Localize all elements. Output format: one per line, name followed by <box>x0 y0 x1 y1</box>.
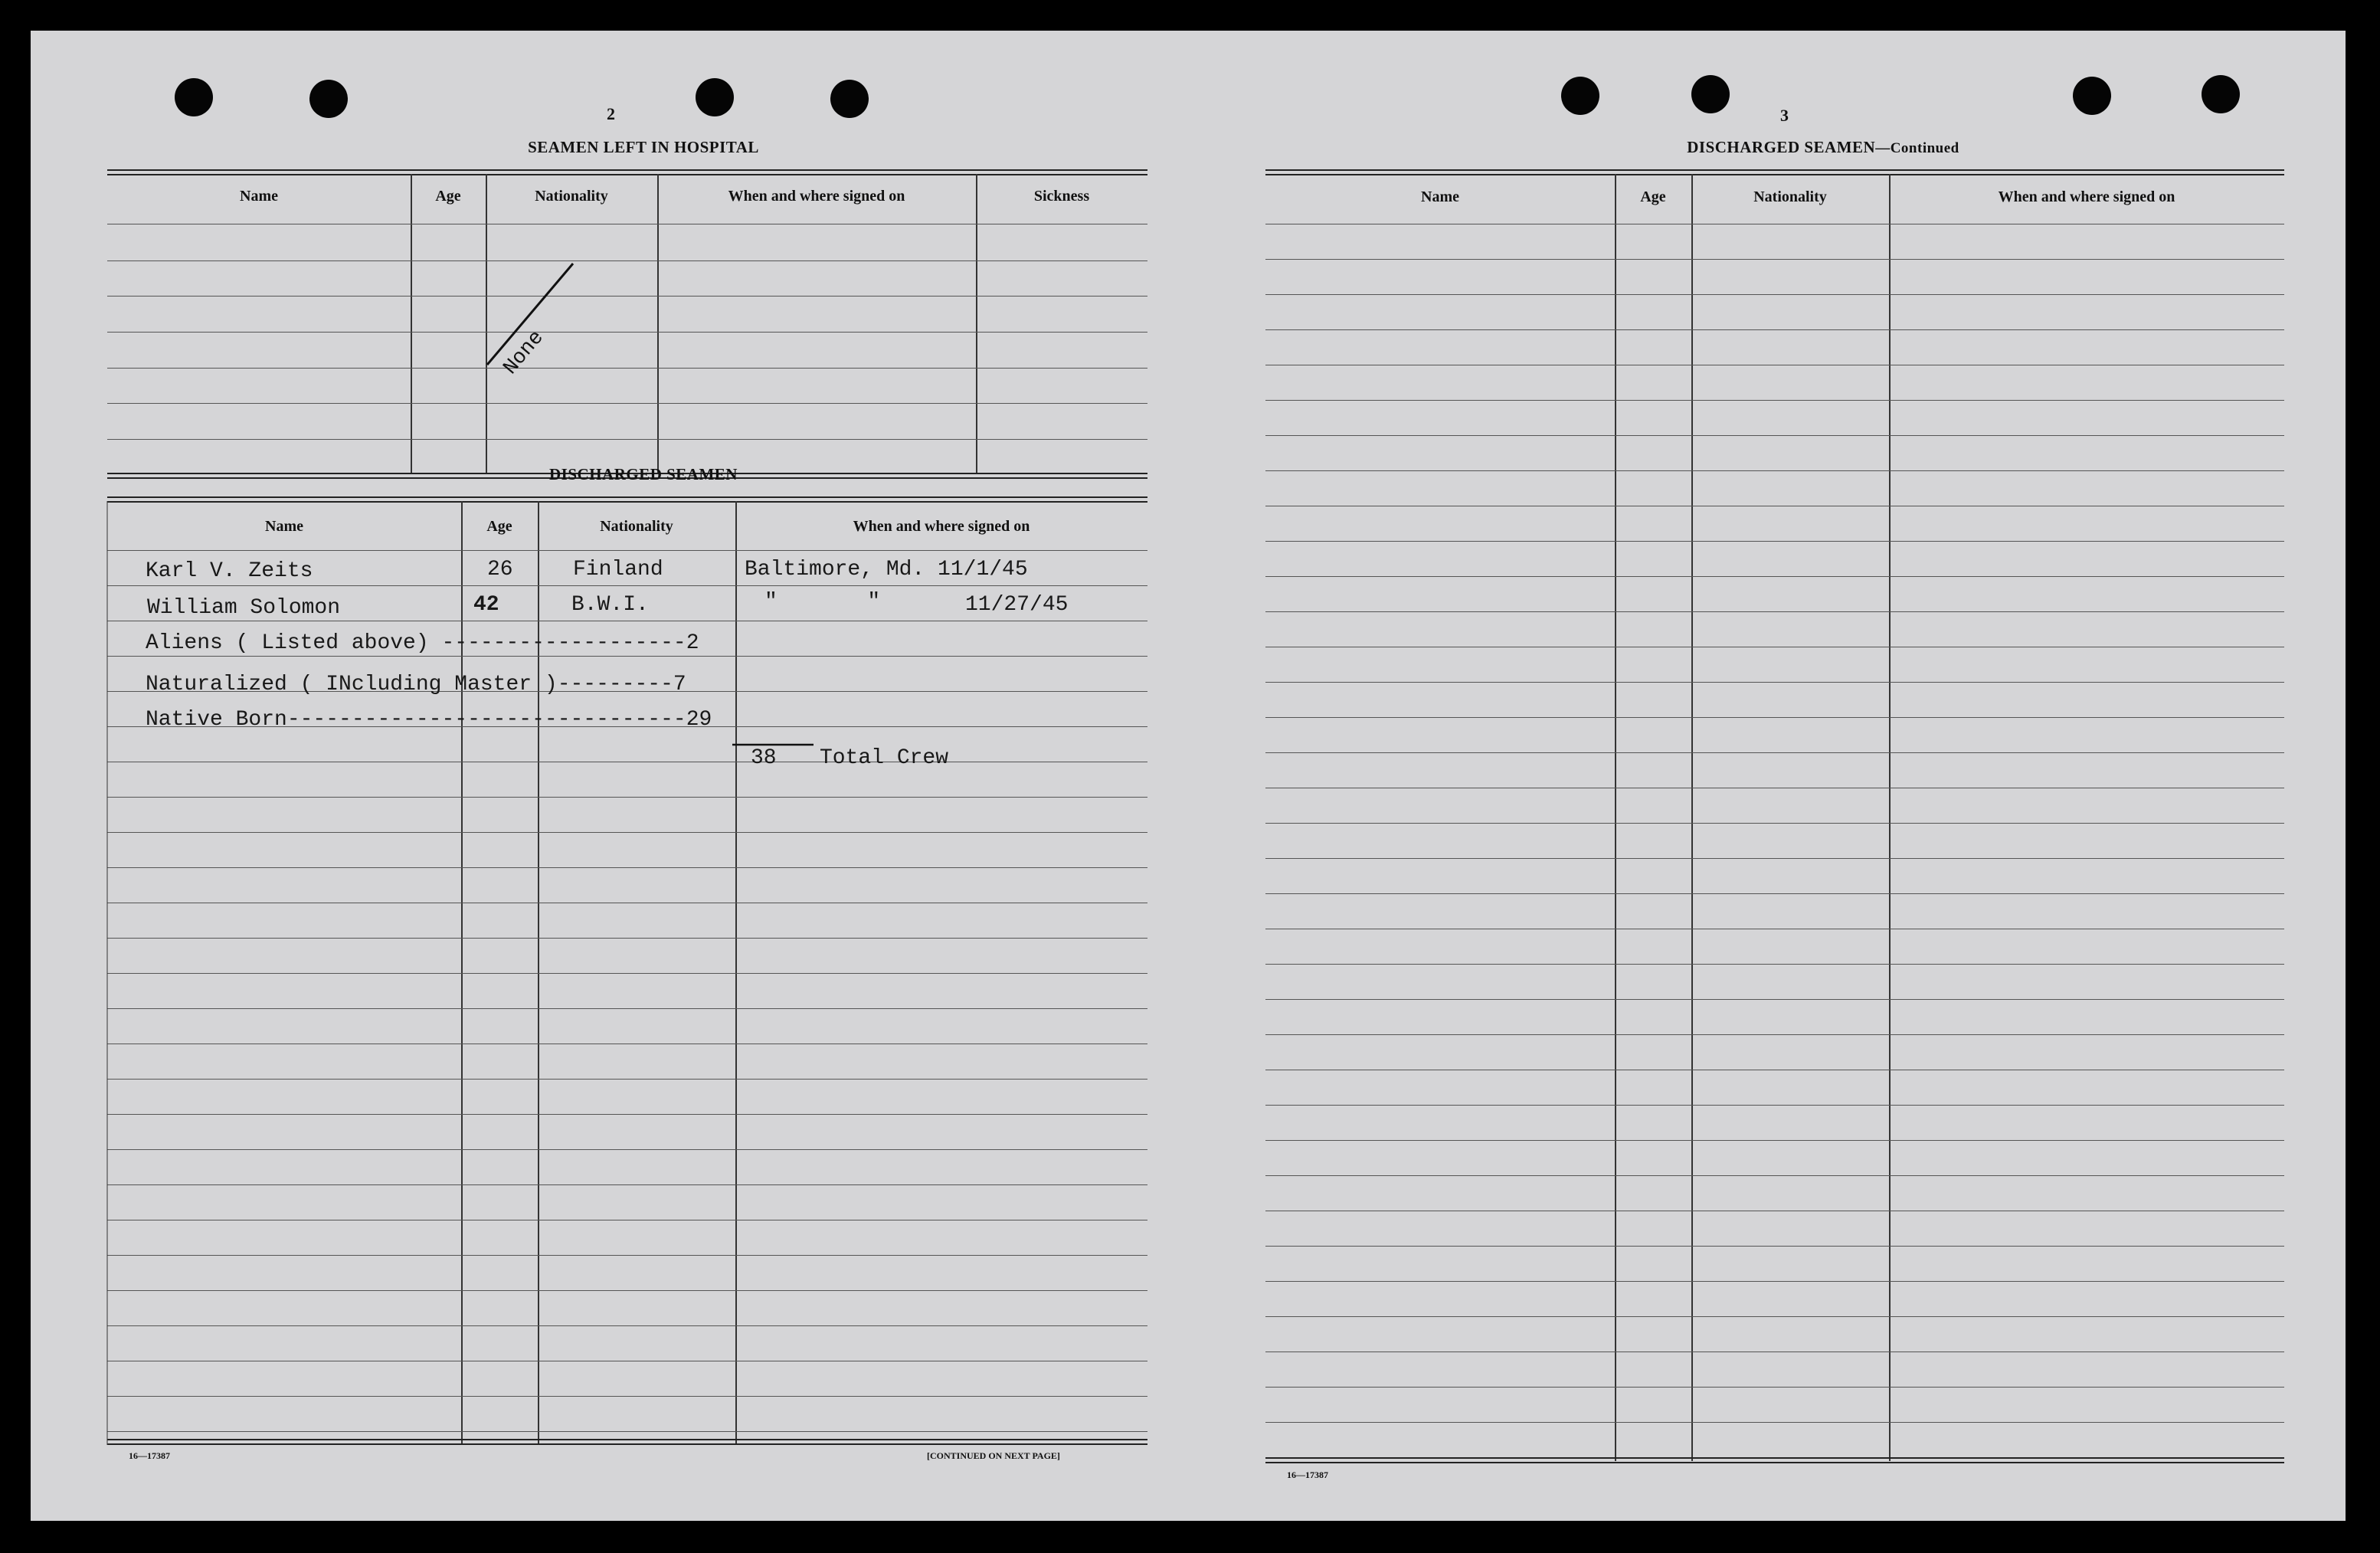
seaman-name: William Solomon <box>147 596 341 620</box>
left-form-number: 16—17387 <box>129 1450 170 1461</box>
right-page-number: 3 <box>1780 106 1789 125</box>
hospital-section-title: SEAMEN LEFT IN HOSPITAL <box>528 138 759 156</box>
document-sheet <box>31 31 2346 1521</box>
discharged-col-age: Age <box>486 518 512 535</box>
discharged-section-title: DISCHARGED SEAMEN <box>549 465 738 483</box>
hospital-col-age: Age <box>435 188 461 205</box>
right-col-name: Name <box>1421 188 1459 205</box>
discharged-col-nationality: Nationality <box>600 518 673 535</box>
seaman-age: 26 <box>487 558 513 582</box>
crew-summary-line: Native Born-------------------------------29 <box>146 708 712 732</box>
continued-note: [CONTINUED ON NEXT PAGE] <box>927 1450 1060 1461</box>
total-crew-label: Total Crew <box>820 746 949 770</box>
left-page-number: 2 <box>607 104 615 123</box>
crew-summary-line: Naturalized ( INcluding Master )---------7 <box>146 673 686 696</box>
hospital-col-signed-on: When and where signed on <box>728 188 905 205</box>
seaman-nationality: Finland <box>573 558 663 582</box>
seaman-signed-date: 11/27/45 <box>965 593 1069 617</box>
hospital-col-sickness: Sickness <box>1033 188 1090 205</box>
hospital-col-name: Name <box>240 188 278 205</box>
discharged-col-signed-on: When and where signed on <box>853 518 1030 535</box>
discharged-col-name: Name <box>265 518 303 535</box>
right-form-number: 16—17387 <box>1287 1469 1328 1480</box>
right-section-title-continued: —Continued <box>1875 140 1959 156</box>
none-slash-line <box>487 264 573 365</box>
ink-marks <box>31 31 2346 1521</box>
seaman-nationality: B.W.I. <box>571 593 649 617</box>
right-section-title-main: DISCHARGED SEAMEN <box>1687 138 1876 156</box>
crew-summary-line: Aliens ( Listed above) -------------------2 <box>146 631 699 655</box>
seaman-name: Karl V. Zeits <box>146 559 313 583</box>
hospital-col-nationality: Nationality <box>535 188 608 205</box>
right-col-signed-on: When and where signed on <box>1998 188 2175 205</box>
hospital-none-entry: None <box>499 326 549 380</box>
seaman-signed-on: Baltimore, Md. 11/1/45 <box>745 558 1028 582</box>
total-crew-number: 38 <box>751 746 777 770</box>
right-col-age: Age <box>1640 188 1666 205</box>
seaman-signed-ditto: " " <box>764 590 881 614</box>
right-col-nationality: Nationality <box>1753 188 1827 205</box>
seaman-age: 42 <box>473 593 499 617</box>
